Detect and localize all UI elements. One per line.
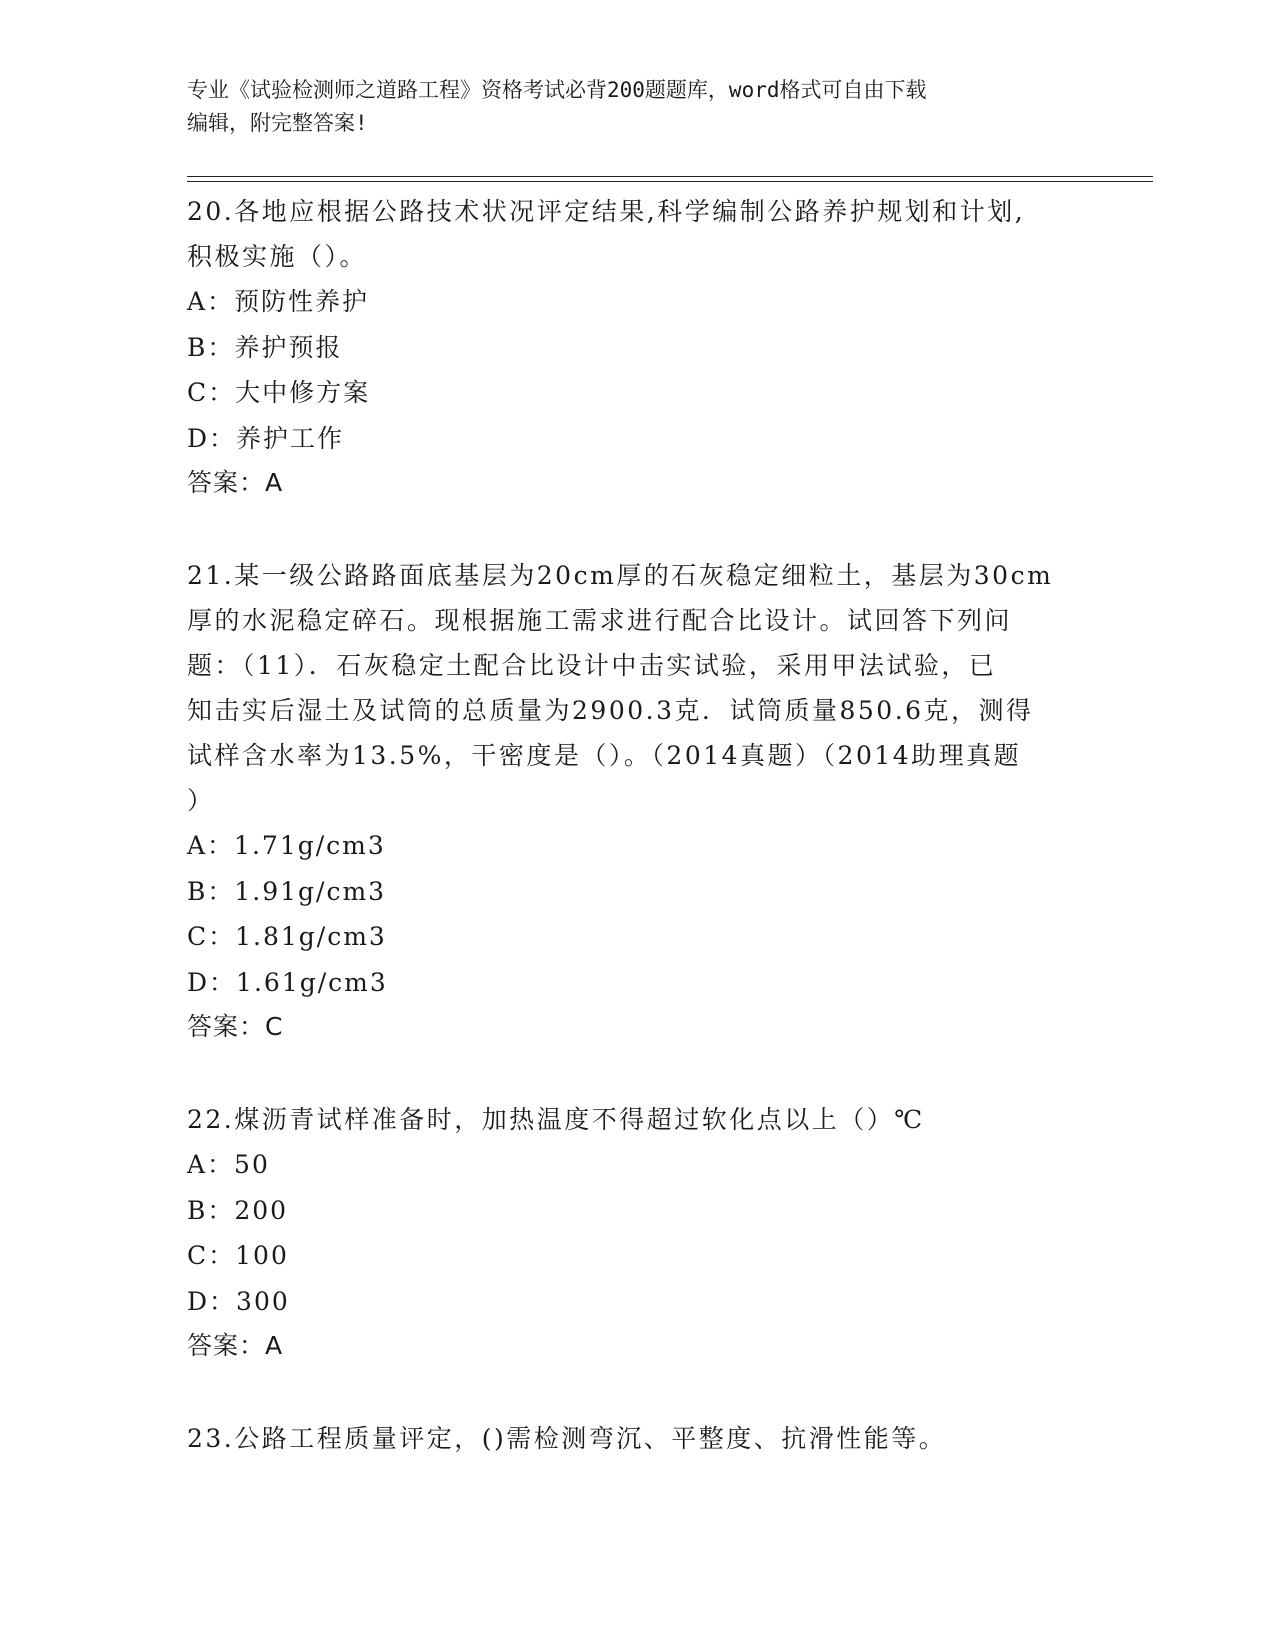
document-header <box>187 74 1067 140</box>
header-line-1: 专业《试验检测师之道路工程》资格考试必背200题题库，word格式可自由下载 <box>187 78 927 102</box>
question-22 <box>187 1097 1087 1368</box>
option-a: A：1.71g/cm3 <box>187 831 386 860</box>
question-stem-line: 试样含水率为13.5%，干密度是（）。（2014真题）（2014助理真题 <box>187 741 1022 770</box>
question-23 <box>187 1416 1087 1461</box>
option-b: B：200 <box>187 1195 289 1225</box>
option-b: B：养护预报 <box>187 332 343 362</box>
header-divider-bottom <box>187 181 1153 182</box>
option-c: C：1.81g/cm3 <box>187 922 387 951</box>
question-stem-line: 知击实后湿土及试筒的总质量为2900.3克．试筒质量850.6克，测得 <box>187 696 1034 725</box>
question-stem-line: 题：（11）．石灰稳定土配合比设计中击实试验，采用甲法试验，已 <box>187 651 997 680</box>
option-c: C：大中修方案 <box>187 378 371 407</box>
option-d: D：300 <box>187 1286 290 1316</box>
answer-line: 答案：C <box>187 1012 284 1041</box>
question-stem-line: 21.某一级公路路面底基层为20cm厚的石灰稳定细粒土，基层为30cm <box>187 561 1054 590</box>
option-d: D：养护工作 <box>187 423 345 453</box>
answer-line: 答案：A <box>187 1331 284 1360</box>
question-21 <box>187 553 1087 1049</box>
header-divider-top <box>187 176 1153 177</box>
option-b: B：1.91g/cm3 <box>187 876 387 906</box>
option-c: C：100 <box>187 1241 289 1270</box>
option-a: A：50 <box>187 1150 270 1179</box>
option-a: A：预防性养护 <box>187 287 370 316</box>
question-stem-line: 22.煤沥青试样准备时，加热温度不得超过软化点以上（）℃ <box>187 1105 925 1134</box>
header-line-2: 编辑，附完整答案! <box>187 111 368 135</box>
question-stem-line: ） <box>187 786 215 815</box>
question-stem-line: 厚的水泥稳定碎石。现根据施工需求进行配合比设计。试回答下列问 <box>187 606 1013 635</box>
question-stem-line: 积极实施（）。 <box>187 242 368 271</box>
option-d: D：1.61g/cm3 <box>187 967 388 997</box>
question-stem-line: 23.公路工程质量评定，()需检测弯沉、平整度、抗滑性能等。 <box>187 1424 947 1453</box>
answer-line: 答案：A <box>187 468 284 497</box>
question-stem-line: 20.各地应根据公路技术状况评定结果,科学编制公路养护规划和计划, <box>187 197 1026 226</box>
question-20 <box>187 189 1087 505</box>
